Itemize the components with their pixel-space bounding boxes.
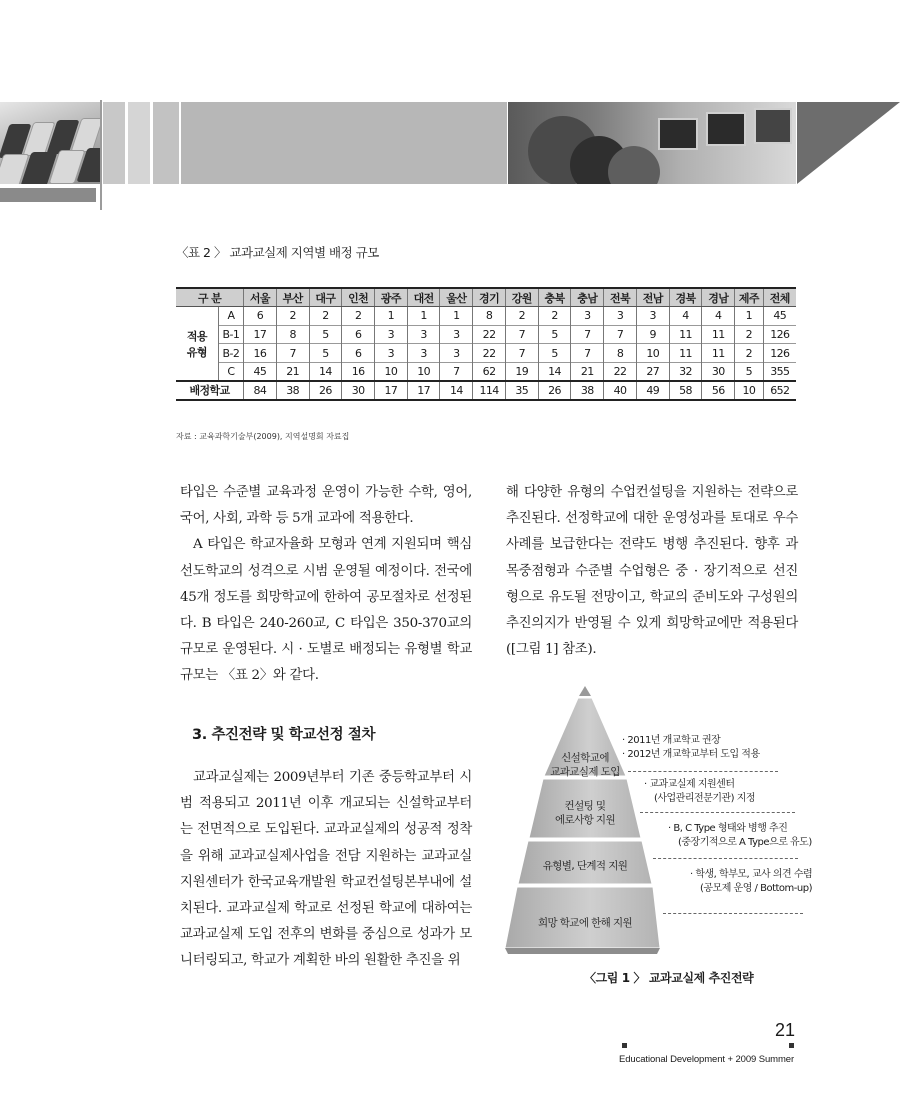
region-header: 서울	[244, 288, 277, 307]
note-divider	[640, 812, 795, 813]
table-cell: 355	[763, 362, 796, 381]
footer-square	[789, 1043, 794, 1048]
table-cell: 3	[571, 307, 604, 326]
region-header: 충남	[571, 288, 604, 307]
table-cell: 7	[505, 325, 538, 344]
table-cell: 2	[342, 307, 375, 326]
table-cell: 22	[473, 325, 506, 344]
region-header: 인천	[342, 288, 375, 307]
table-source: 자료 : 교육과학기술부(2009), 지역설명회 자료집	[176, 432, 350, 441]
row-type-label: B-1	[218, 325, 243, 344]
table-cell: 19	[505, 362, 538, 381]
header-banner	[0, 100, 900, 210]
figure-caption: 〈그림 1 〉 교과교실제 추진전략	[584, 971, 754, 985]
table-cell: 11	[702, 344, 735, 363]
figure-note-2: · 교과교실제 지원센터 (사업관리전문기관) 지정	[644, 779, 756, 804]
table-cell: 3	[375, 344, 408, 363]
table-cell: 21	[276, 362, 309, 381]
table-cell: 3	[604, 307, 637, 326]
paragraph: 교과교실제는 2009년부터 기존 중등학교부터 시범 적용되고 2011년 이후 개교되는 신설학교부터는 전면적으로 도입된다. 교과교실제의 성공적 정착을 위해 교과교실제사업을 전담 지원하는 교과교실지원센터가 한국교육개발원 학교컨설팅본부내에 설치된다. 교과교실제 학교로 선정된 학교에 대하여는 교과교실제 도입 전후의 변화를 중심으로 성과가 모니터링되고, 학교가 계획한 바의 원활한 추진을 위	[180, 770, 472, 969]
table-cell: 114	[473, 381, 506, 400]
table-cell: 6	[244, 307, 277, 326]
table-cell: 2	[735, 325, 764, 344]
pyramid-label-3: 유형별, 단계적 지원	[542, 860, 628, 872]
section-heading: 3. 추진전략 및 학교선정 절차	[192, 727, 376, 743]
table-cell: 30	[702, 362, 735, 381]
table-cell: 14	[538, 362, 571, 381]
region-header: 울산	[440, 288, 473, 307]
table-total-row	[176, 381, 796, 400]
table-cell: 5	[538, 325, 571, 344]
table-cell: 5	[309, 325, 342, 344]
table-cell: 27	[636, 362, 669, 381]
table-cell: 2	[276, 307, 309, 326]
table-cell: 35	[505, 381, 538, 400]
region-header: 전체	[763, 288, 796, 307]
table-cell: 3	[407, 344, 440, 363]
table-cell: 7	[276, 344, 309, 363]
table-cell: 1	[735, 307, 764, 326]
table-cell: 4	[669, 307, 702, 326]
table-cell: 7	[571, 325, 604, 344]
table-cell: 2	[505, 307, 538, 326]
table-cell: 10	[735, 381, 764, 400]
table-cell: 10	[375, 362, 408, 381]
table-cell: 17	[407, 381, 440, 400]
table-cell: 32	[669, 362, 702, 381]
table-cell: 58	[669, 381, 702, 400]
pyramid-label-4: 희망 학교에 한해 지원	[537, 917, 633, 929]
banner-bar	[181, 102, 507, 184]
table-cell: 22	[604, 362, 637, 381]
total-label: 배정학교	[176, 381, 244, 400]
banner-triangle	[797, 102, 900, 184]
table-cell: 14	[440, 381, 473, 400]
table-cell: 11	[702, 325, 735, 344]
banner-stripe	[0, 188, 96, 202]
paragraph: A 타입은 학교자율화 모형과 연계 지원되며 핵심 선도학교의 성격으로 시범 운영될 예정이다. 전국에 45개 정도를 희망학교에 한하여 공모절차로 선정된다. B 타입은 240-260교, C 타입은 350-370교의 규모로 운영된다. 시 · 도별로 배정되는 유형별 학교 규모는 〈표 2〉와 같다.	[180, 537, 472, 684]
table-cell: 6	[342, 344, 375, 363]
banner-bar	[153, 102, 179, 184]
table-row	[176, 325, 796, 344]
table-cell: 56	[702, 381, 735, 400]
table-cell: 5	[309, 344, 342, 363]
page-number: 21	[775, 1020, 796, 1040]
region-header: 전북	[604, 288, 637, 307]
table-row	[176, 344, 796, 363]
pyramid-tip	[579, 686, 591, 696]
row-type-label: B-2	[218, 344, 243, 363]
table-cell: 2	[735, 344, 764, 363]
table-cell: 26	[538, 381, 571, 400]
table-cell: 3	[636, 307, 669, 326]
table-cell: 84	[244, 381, 277, 400]
table-cell: 16	[342, 362, 375, 381]
table-cell: 26	[309, 381, 342, 400]
body-text-left-bottom	[180, 765, 472, 975]
table-cell: 22	[473, 344, 506, 363]
table-cell: 10	[407, 362, 440, 381]
region-header: 경기	[473, 288, 506, 307]
region-header: 제주	[735, 288, 764, 307]
table-cell: 11	[669, 325, 702, 344]
table-cell: 7	[440, 362, 473, 381]
region-header: 경남	[702, 288, 735, 307]
pyramid-label-1: 신설학교에 교과교실제 도입	[550, 752, 620, 778]
table-row	[176, 307, 796, 326]
table-cell: 652	[763, 381, 796, 400]
table-header-row	[176, 288, 796, 307]
table-cell: 45	[244, 362, 277, 381]
region-header: 강원	[505, 288, 538, 307]
region-header: 충북	[538, 288, 571, 307]
row-type-label: A	[218, 307, 243, 326]
table-cell: 8	[276, 325, 309, 344]
figure-note-4: · 학생, 학부모, 교사 의견 수렴 (공모제 운영 / Bottom-up)	[690, 869, 813, 894]
table-cell: 1	[375, 307, 408, 326]
table-cell: 21	[571, 362, 604, 381]
region-header: 경북	[669, 288, 702, 307]
table-cell: 126	[763, 344, 796, 363]
table-cell: 62	[473, 362, 506, 381]
table-cell: 49	[636, 381, 669, 400]
table-cell: 1	[407, 307, 440, 326]
classroom-photo	[508, 102, 796, 184]
row-group-label: 적용 유형	[176, 307, 218, 381]
banner-bar	[103, 102, 125, 184]
table-cell: 14	[309, 362, 342, 381]
footer-text: Educational Development + 2009 Summer	[619, 1054, 795, 1065]
lecture-hall-photo	[0, 102, 100, 184]
note-divider	[663, 913, 803, 914]
header-group-cell: 구 분	[176, 288, 244, 307]
table-row	[176, 362, 796, 381]
region-header: 부산	[276, 288, 309, 307]
region-header: 대전	[407, 288, 440, 307]
note-divider	[628, 771, 778, 772]
table-cell: 2	[309, 307, 342, 326]
table-cell: 40	[604, 381, 637, 400]
footer-square	[622, 1043, 627, 1048]
table-cell: 3	[375, 325, 408, 344]
body-text-right-top	[506, 480, 798, 663]
note-divider	[653, 858, 798, 859]
table-cell: 6	[342, 325, 375, 344]
table-cell: 45	[763, 307, 796, 326]
pyramid-base	[505, 948, 660, 954]
pyramid-label-2: 컨설팅 및 에로사항 지원	[555, 800, 615, 826]
figure-note-1: · 2011년 개교학교 권장 · 2012년 개교학교부터 도입 적용	[622, 735, 760, 760]
table-cell: 8	[604, 344, 637, 363]
table-cell: 7	[604, 325, 637, 344]
table-cell: 1	[440, 307, 473, 326]
region-header: 전남	[636, 288, 669, 307]
table-cell: 38	[571, 381, 604, 400]
table-cell: 10	[636, 344, 669, 363]
allocation-table	[176, 287, 796, 401]
paragraph: 타입은 수준별 교육과정 운영이 가능한 수학, 영어, 국어, 사회, 과학 등 5개 교과에 적용한다.	[180, 485, 472, 527]
table-cell: 4	[702, 307, 735, 326]
banner-divider	[100, 100, 102, 210]
paragraph: 해 다양한 유형의 수업컨설팅을 지원하는 전략으로 추진된다. 선정학교에 대한 운영성과를 토대로 우수 사례를 보급한다는 전략도 병행 추진된다. 향후 과목중점형과 수준별 수업형은 중 · 장기적으로 선진형으로 유도될 전망이고, 학교의 준비도와 구성원의 추진의지가 반영될 수 있게 희망학교에만 적용된다 ([그림 1] 참조).	[506, 485, 798, 658]
table-cell: 3	[440, 325, 473, 344]
table-caption: 〈표 2 〉 교과교실제 지역별 배정 규모	[176, 245, 379, 260]
table-cell: 2	[538, 307, 571, 326]
banner-bar	[128, 102, 150, 184]
table-cell: 38	[276, 381, 309, 400]
table-cell: 3	[407, 325, 440, 344]
figure-note-3: · B, C Type 형태와 병행 추진 (중장기적으로 A Type으로 유도)	[668, 823, 812, 848]
table-cell: 30	[342, 381, 375, 400]
table-cell: 8	[473, 307, 506, 326]
row-type-label: C	[218, 362, 243, 381]
table-cell: 7	[571, 344, 604, 363]
table-cell: 16	[244, 344, 277, 363]
table-cell: 3	[440, 344, 473, 363]
table-cell: 17	[375, 381, 408, 400]
table-cell: 9	[636, 325, 669, 344]
table-cell: 17	[244, 325, 277, 344]
region-header: 대구	[309, 288, 342, 307]
region-header: 광주	[375, 288, 408, 307]
table-cell: 5	[735, 362, 764, 381]
table-cell: 126	[763, 325, 796, 344]
table-cell: 7	[505, 344, 538, 363]
table-cell: 11	[669, 344, 702, 363]
table-cell: 5	[538, 344, 571, 363]
body-text-left-top	[180, 480, 472, 690]
